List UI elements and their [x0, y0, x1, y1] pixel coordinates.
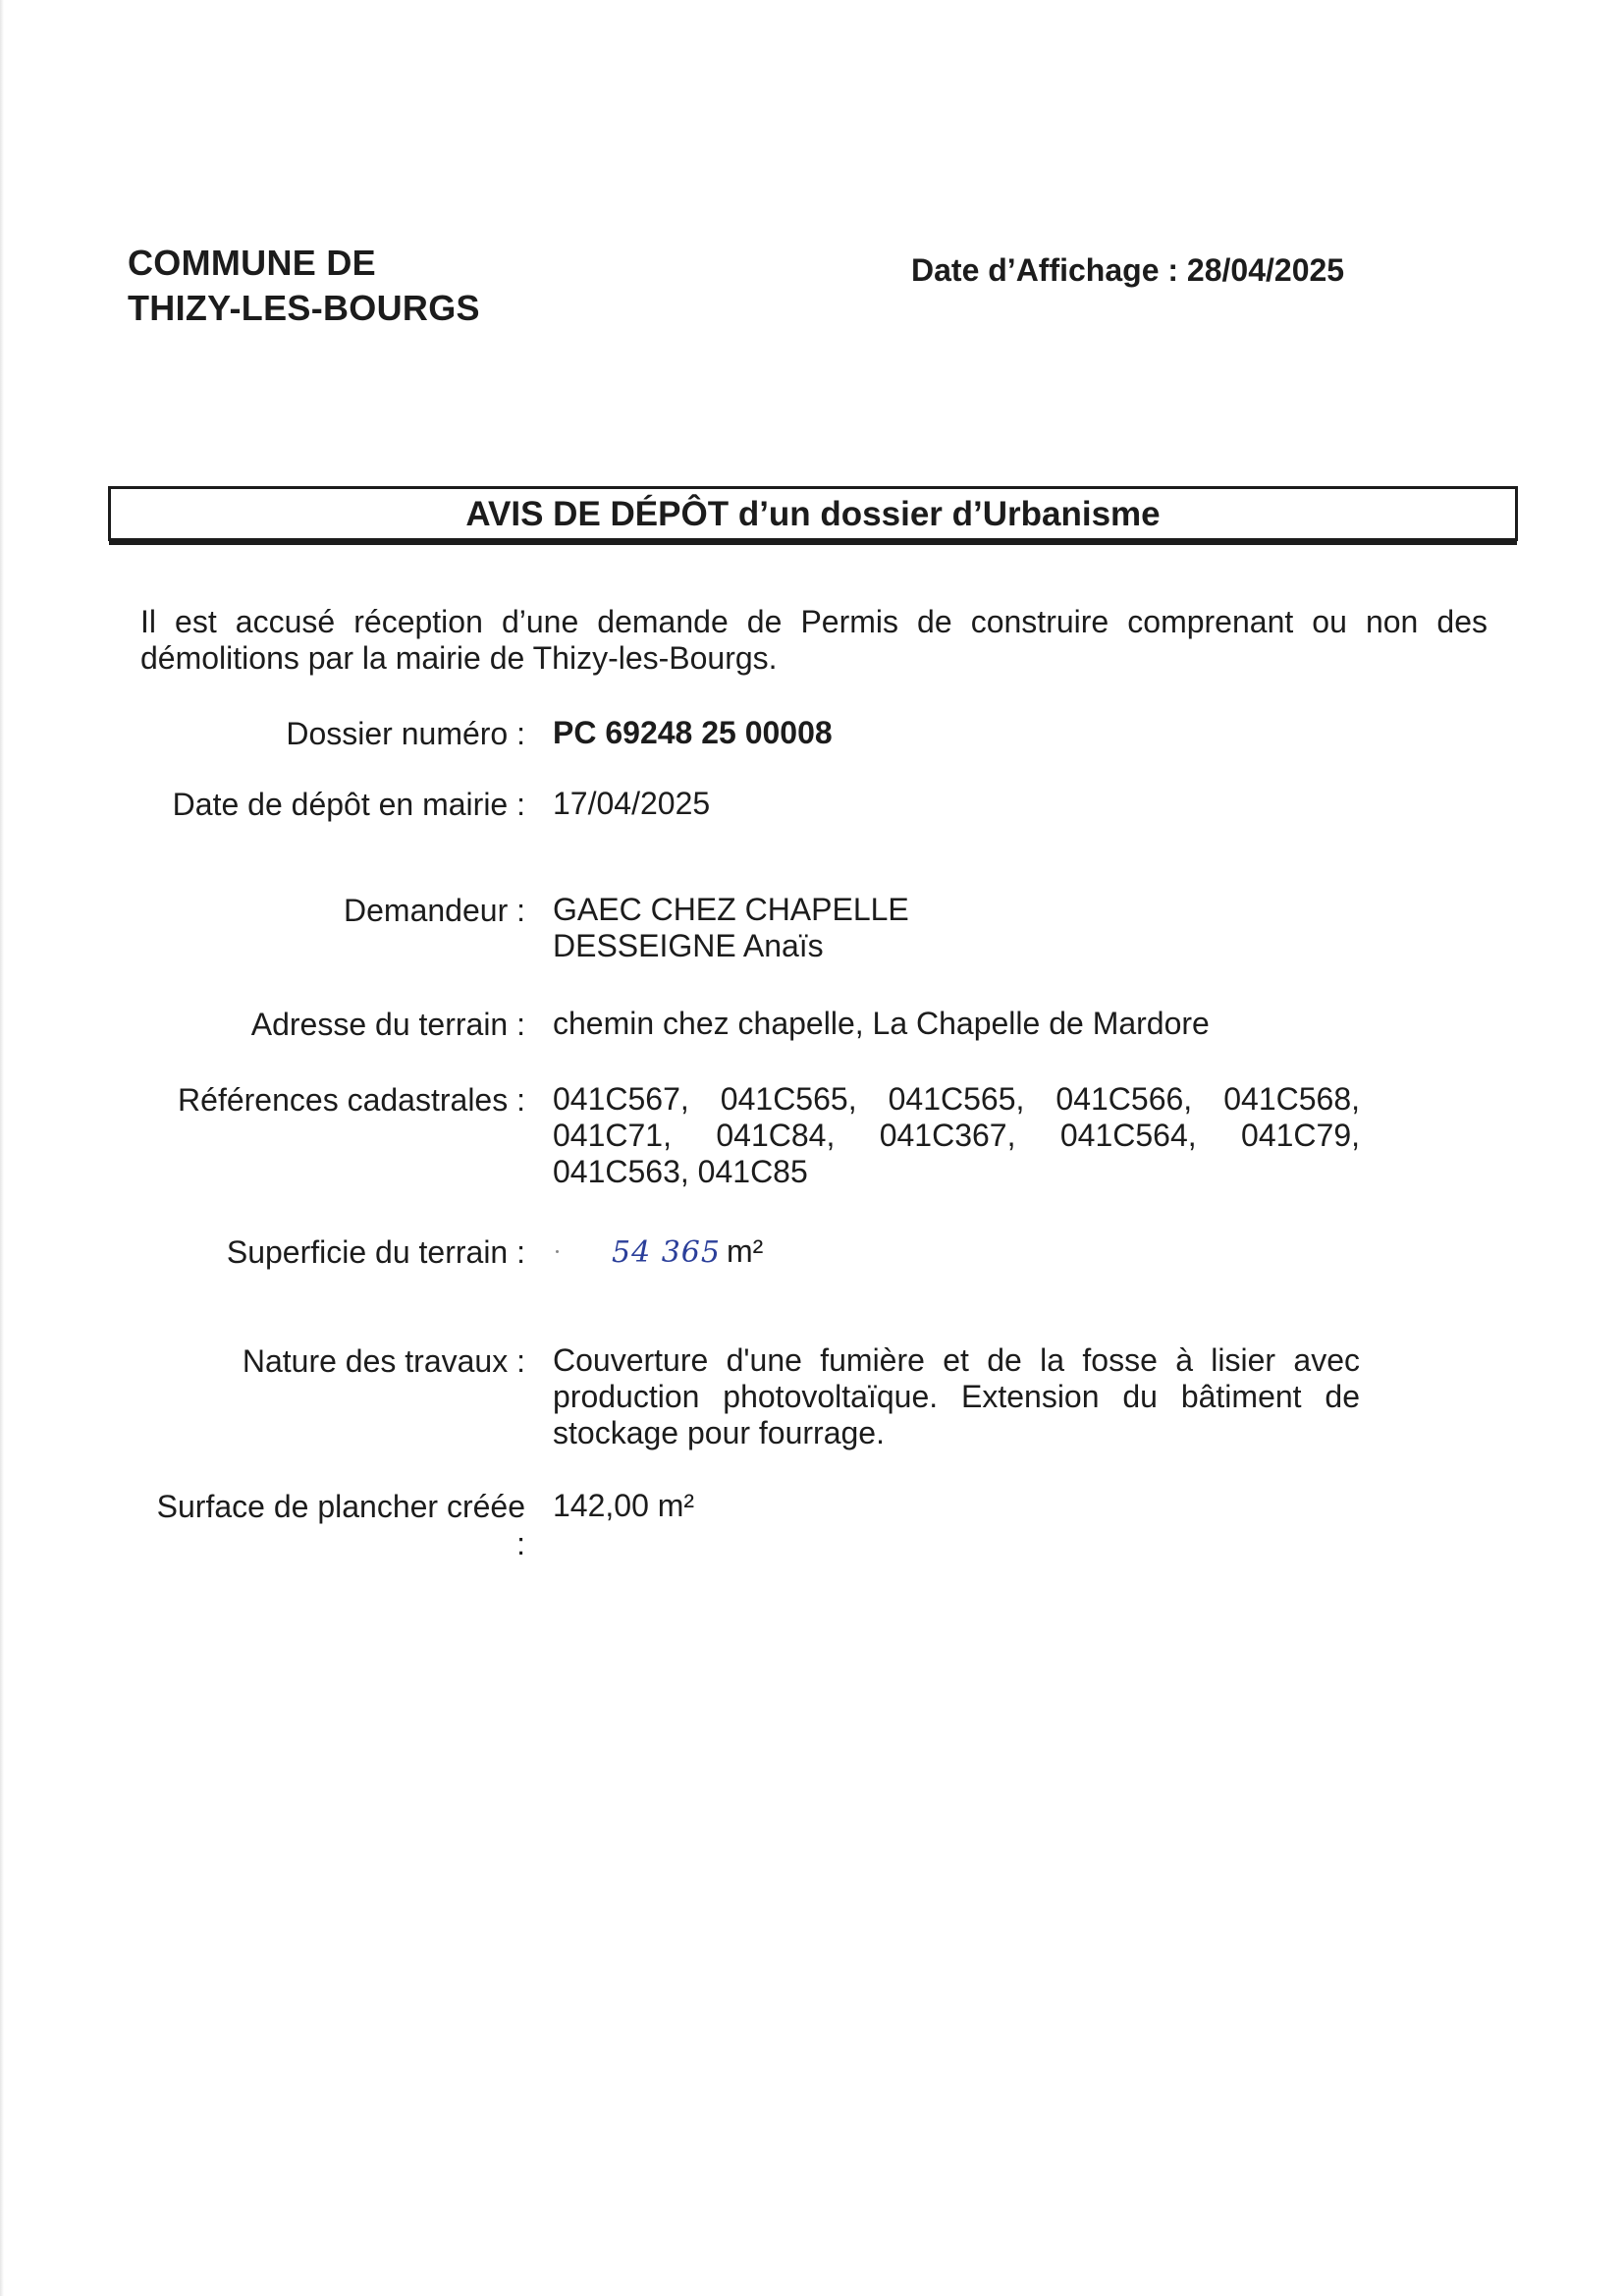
commune-line-1: COMMUNE DE [128, 243, 376, 283]
demandeur-line-2: DESSEIGNE Anaïs [553, 928, 824, 963]
surface-plancher-label: Surface de plancher créée [156, 1489, 525, 1524]
surface-plancher-value: 142,00 m² [553, 1488, 695, 1523]
dossier-value: PC 69248 25 00008 [553, 715, 833, 750]
title-box [108, 486, 1518, 541]
references-value: 041C567, 041C565, 041C565, 041C566, 041C568, 041C71, 041C84, 041C367, 041C564, 041C79, 041C563, 041C85 [553, 1081, 1360, 1189]
superficie-value [553, 1233, 1360, 1271]
superficie-unit: m² [726, 1233, 764, 1269]
nature-label: Nature des travaux : [242, 1343, 525, 1379]
commune-line-2: THIZY-LES-BOURGS [128, 288, 480, 328]
surface-plancher-colon: : [516, 1526, 525, 1561]
demandeur-label: Demandeur : [344, 893, 525, 928]
date-depot-label: Date de dépôt en mairie : [172, 787, 525, 822]
dossier-label: Dossier numéro : [286, 716, 525, 751]
page-title: AVIS DE DÉPÔT d’un dossier d’Urbanisme [465, 495, 1161, 533]
intro-paragraph: Il est accusé réception d’une demande de Permis de construire comprenant ou non des démolitions par la mairie de Thizy-les-Bourgs. [140, 604, 1488, 676]
nature-value: Couverture d'une fumière et de la fosse à lisier avec production photovoltaïque. Extension du bâtiment de stockage pour fourrage. [553, 1342, 1360, 1450]
references-label: Références cadastrales : [178, 1082, 525, 1118]
date-affichage: Date d’Affichage : 28/04/2025 [911, 252, 1345, 288]
adresse-label: Adresse du terrain : [250, 1007, 525, 1042]
superficie-label: Superficie du terrain : [226, 1234, 525, 1270]
demandeur-value [553, 892, 1360, 964]
demandeur-line-1: GAEC CHEZ CHAPELLE [553, 892, 909, 927]
date-depot-value: 17/04/2025 [553, 786, 711, 821]
superficie-handwritten-value: 54 365 [612, 1235, 721, 1270]
page-edge [0, 0, 4, 2296]
adresse-value: chemin chez chapelle, La Chapelle de Mardore [553, 1006, 1210, 1041]
commune-name [128, 241, 480, 331]
